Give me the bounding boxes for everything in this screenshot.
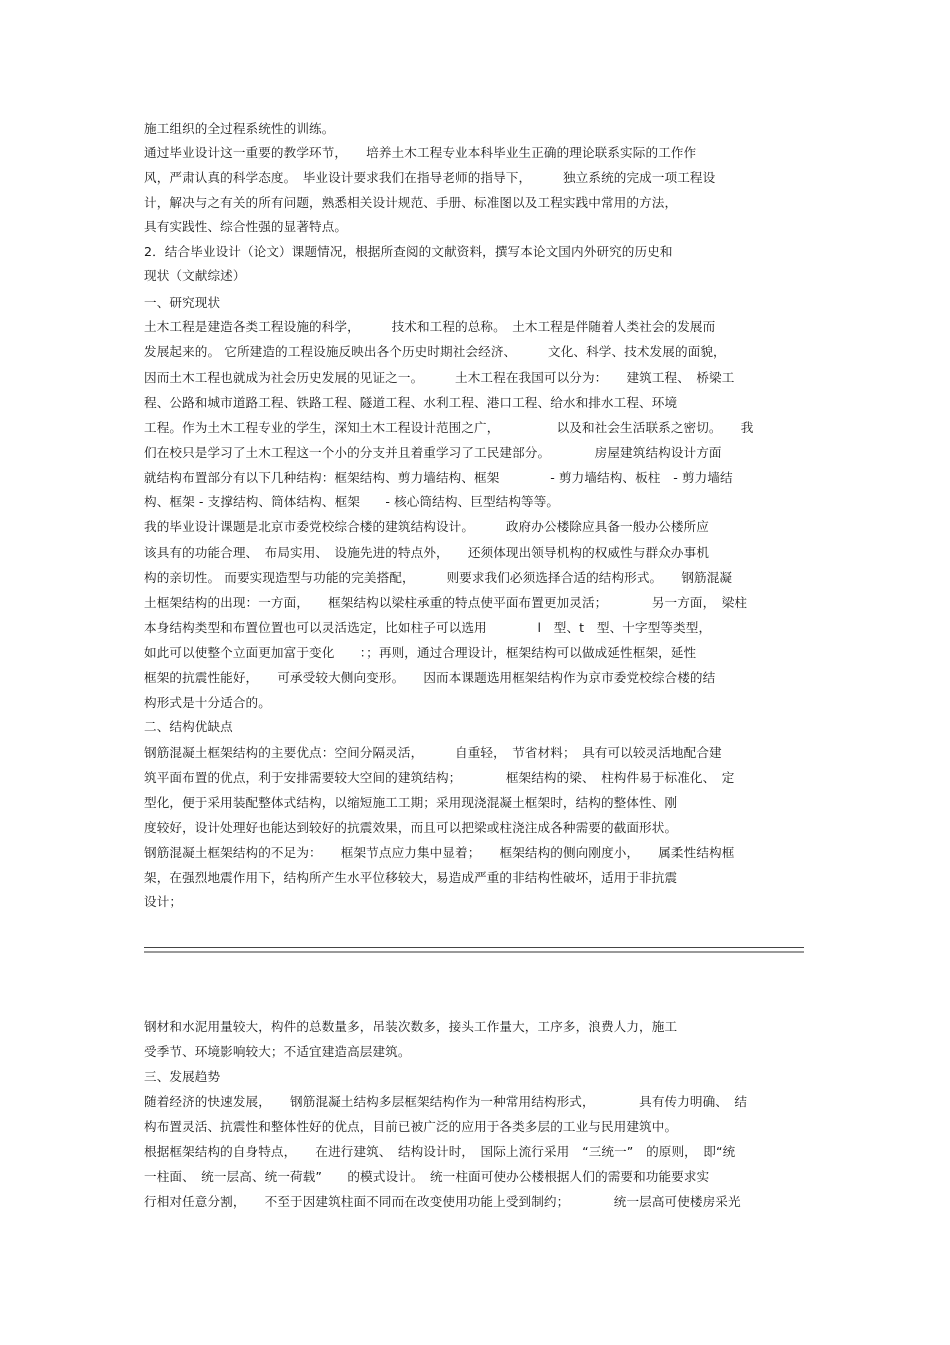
text-line: 构、框架 - 支撑结构、筒体结构、框架 - 核心筒结构、巨型结构等等。 [144, 494, 560, 509]
text-line: 构形式是十分适合的。 [144, 695, 271, 710]
text-line: 施工组织的全过程系统性的训练。 [144, 121, 335, 136]
text-line: 构布置灵活、抗震性和整体性好的优点，目前已被广泛的应用于各类多层的工业与民用建筑中。 [144, 1119, 678, 1134]
text-line: 该具有的功能合理、 布局实用、 设施先进的特点外， 还须体现出领导机构的权威性与群众办事机 [144, 545, 710, 560]
text-line: 就结构布置部分有以下几种结构：框架结构、剪力墙结构、框架 - 剪力墙结构、板柱 - 剪力墙结 [144, 470, 733, 485]
text-line: 根据框架结构的自身特点， 在进行建筑、 结构设计时， 国际上流行采用 “三统一” 的原则， 即“统 [144, 1144, 736, 1159]
text-line: 计，解决与之有关的所有问题，熟悉相关设计规范、手册、标准图以及工程实践中常用的方法， [144, 195, 678, 210]
text-line: 筑平面布置的优点，利于安排需要较大空间的建筑结构； 框架结构的梁、 柱构件易于标准化、 定 [144, 770, 735, 785]
text-line: 受季节、环境影响较大；不适宜建造高层建筑。 [144, 1044, 411, 1059]
text-line: 因而土木工程也就成为社会历史发展的见证之一。 土木工程在我国可以分为： 建筑工程、 桥梁工 [144, 370, 735, 385]
subsection-heading: 二、结构优缺点 [144, 719, 233, 734]
text-line: 工程。作为土木工程专业的学生，深知土木工程设计范围之广， 以及和社会生活联系之密切。 我 [144, 420, 754, 435]
text-line: 发展起来的。 它所建造的工程设施反映出各个历史时期社会经济、 文化、科学、技术发展的面貌， [144, 344, 726, 359]
text-line: 具有实践性、综合性强的显著特点。 [144, 219, 348, 234]
text-line: 设计； [144, 894, 183, 909]
text-line: 型化，便于采用装配整体式结构，以缩短施工工期；采用现浇混凝土框架时，结构的整体性、刚 [144, 795, 678, 810]
text-line: 土框架结构的出现：一方面， 框架结构以梁柱承重的特点使平面布置更加灵活； 另一方面， 梁柱 [144, 595, 748, 610]
text-line: 度较好，设计处理好也能达到较好的抗震效果，而且可以把梁或柱浇注成各种需要的截面形状。 [144, 820, 678, 835]
section-heading: 现状（文献综述） [144, 268, 246, 283]
text-line: 钢材和水泥用量较大，构件的总数量多，吊装次数多，接头工作量大，工序多，浪费人力，施工 [144, 1019, 678, 1034]
text-line: 构的亲切性。 而要实现造型与功能的完美搭配， 则要求我们必须选择合适的结构形式。 钢筋混凝 [144, 570, 733, 585]
text-line: 程、公路和城市道路工程、铁路工程、隧道工程、水利工程、港口工程、给水和排水工程、环境 [144, 395, 678, 410]
text-line: 通过毕业设计这一重要的教学环节， 培养土木工程专业本科毕业生正确的理论联系实际的工作作 [144, 145, 697, 160]
text-line: 钢筋混凝土框架结构的主要优点：空间分隔灵活， 自重轻， 节省材料； 具有可以较灵活地配合建 [144, 745, 722, 760]
text-line: 我的毕业设计课题是北京市委党校综合楼的建筑结构设计。 政府办公楼除应具备一般办公楼所应 [144, 519, 709, 534]
text-line: 架，在强烈地震作用下，结构所产生水平位移较大，易造成严重的非结构性破坏，适用于非抗震 [144, 870, 678, 885]
text-line: 土木工程是建造各类工程设施的科学， 技术和工程的总称。 土木工程是伴随着人类社会的发展而 [144, 319, 716, 334]
text-line: 本身结构类型和布置位置也可以灵活选定，比如柱子可以选用 l 型、t 型、十字型等类型， [144, 620, 712, 635]
text-line: 框架的抗震性能好， 可承受较大侧向变形。 因而本课题选用框架结构作为京市委党校综合楼的结 [144, 670, 716, 685]
text-line: 行相对任意分割， 不至于因建筑柱面不同而在改变使用功能上受到制约； 统一层高可使楼房采光 [144, 1194, 741, 1209]
subsection-heading: 三、发展趋势 [144, 1069, 221, 1084]
text-line: 一柱面、 统一层高、统一荷载” 的模式设计。 统一柱面可使办公楼根据人们的需要和功能要求实 [144, 1169, 710, 1184]
section-heading: 2．结合毕业设计（论文）课题情况，根据所查阅的文献资料，撰写本论文国内外研究的历史和 [144, 244, 673, 259]
subsection-heading: 一、研究现状 [144, 295, 221, 310]
page-break-divider [144, 947, 804, 953]
text-line: 风，严肃认真的科学态度。 毕业设计要求我们在指导老师的指导下， 独立系统的完成一项工程设 [144, 170, 716, 185]
text-line: 如此可以使整个立面更加富于变化 ：；再则，通过合理设计，框架结构可以做成延性框架，延性 [144, 645, 697, 660]
text-line: 随着经济的快速发展， 钢筋混凝土结构多层框架结构作为一种常用结构形式， 具有传力明确、 结 [144, 1094, 748, 1109]
text-line: 们在校只是学习了土木工程这一个小的分支并且着重学习了工民建部分。 房屋建筑结构设计方面 [144, 445, 722, 460]
text-line: 钢筋混凝土框架结构的不足为： 框架节点应力集中显着； 框架结构的侧向刚度小， 属柔性结构框 [144, 845, 735, 860]
